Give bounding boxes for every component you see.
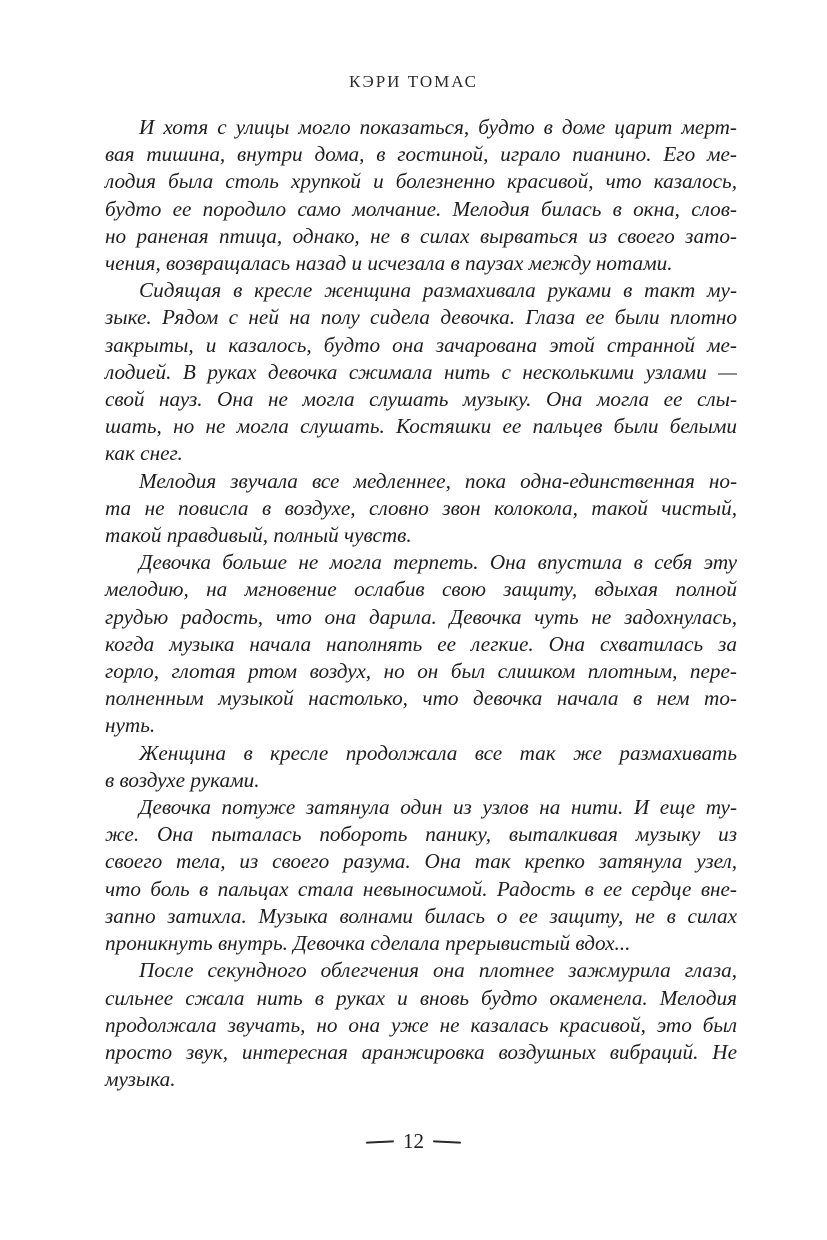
text-line: Женщина в кресле продолжала все так же размахивать	[139, 740, 737, 765]
text-line: зыке. Рядом с ней на полу сидела девочка. Глаза ее были плотно	[105, 305, 737, 330]
text-line: лодия была столь хрупкой и болезненно красивой, что казалось,	[105, 169, 737, 194]
paragraph	[105, 794, 737, 957]
paragraph	[105, 957, 737, 1093]
text-line: та не повисла в воздухе, словно звон колокола, такой чистый,	[105, 495, 737, 520]
paragraph	[105, 549, 737, 739]
paragraph	[105, 740, 737, 794]
text-line: сильнее сжала нить в руках и вновь будто окаменела. Мелодия	[105, 985, 737, 1010]
text-line: же. Она пыталась побороть панику, выталкивая музыку из	[105, 822, 737, 847]
text-line: нуть.	[105, 713, 156, 738]
text-line: полненным музыкой настолько, что девочка начала в нем то-	[105, 686, 737, 711]
text-line: как снег.	[105, 441, 183, 466]
text-line: свой науз. Она не могла слушать музыку. Она могла ее слы-	[105, 387, 737, 412]
paragraph	[105, 468, 737, 550]
running-head-author: КЭРИ ТОМАС	[348, 72, 479, 91]
text-line: чения, возвращалась назад и исчезала в паузах между нотами.	[105, 251, 673, 276]
paragraph	[105, 114, 737, 277]
text-line: горло, глотая ртом воздух, но он был слишком плотным, пере-	[105, 659, 737, 684]
text-line: что боль в пальцах стала невыносимой. Радость в ее сердце вне-	[105, 876, 737, 901]
text-line: И хотя с улицы могло показаться, будто в доме царит мерт-	[139, 115, 737, 139]
text-line: когда музыка начала наполнять ее легкие. Она схватилась за	[105, 631, 737, 656]
text-line: После секундного облегчения она плотнее зажмурила глаза,	[139, 958, 737, 983]
text-line: будто ее породило само молчание. Мелодия билась в окна, слов-	[105, 196, 737, 221]
text-line: продолжала звучать, но она уже не казалась красивой, это был	[105, 1012, 737, 1037]
text-line: мелодию, на мгновение ослабив свою защиту, вдыхая полной	[105, 577, 737, 602]
page-number: 12	[403, 1129, 424, 1153]
ornament-dash-left-icon	[366, 1140, 394, 1143]
text-line: шать, но не могла слушать. Костяшки ее пальцев были белыми	[105, 414, 737, 439]
text-line: Сидящая в кресле женщина размахивала руками в такт му-	[139, 278, 737, 303]
text-line: проникнуть внутрь. Девочка сделала прерывистый вдох...	[105, 931, 631, 956]
text-line: грудью радость, что она дарила. Девочка чуть не задохнулась,	[105, 604, 737, 629]
body-text	[105, 114, 737, 1093]
text-line: в воздухе руками.	[105, 767, 260, 792]
page-number-footer	[0, 1129, 827, 1154]
text-line: лодией. В руках девочка сжимала нить с несколькими узлами —	[105, 359, 737, 384]
text-line: Девочка больше не могла терпеть. Она впустила в себя эту	[139, 550, 737, 575]
text-line: закрыты, и казалось, будто она зачарована этой странной ме-	[105, 332, 737, 357]
text-line: запно затихла. Музыка волнами билась о ее защиту, не в силах	[105, 903, 737, 928]
text-line: своего тела, из своего разума. Она так крепко затянула узел,	[105, 849, 737, 874]
text-line: просто звук, интересная аранжировка воздушных вибраций. Не	[105, 1039, 737, 1064]
text-line: музыка.	[105, 1067, 176, 1092]
text-line: Девочка потуже затянула один из узлов на нити. И еще ту-	[139, 795, 737, 820]
ornament-dash-right-icon	[433, 1140, 461, 1143]
text-line: но раненая птица, однако, не в силах вырваться из своего зато-	[105, 223, 737, 248]
text-line: такой правдивый, полный чувств.	[105, 523, 412, 548]
text-line: вая тишина, внутри дома, в гостиной, играло пианино. Его ме-	[105, 142, 737, 167]
paragraph	[105, 277, 737, 467]
text-line: Мелодия звучала все медленнее, пока одна-единственная но-	[139, 468, 737, 493]
